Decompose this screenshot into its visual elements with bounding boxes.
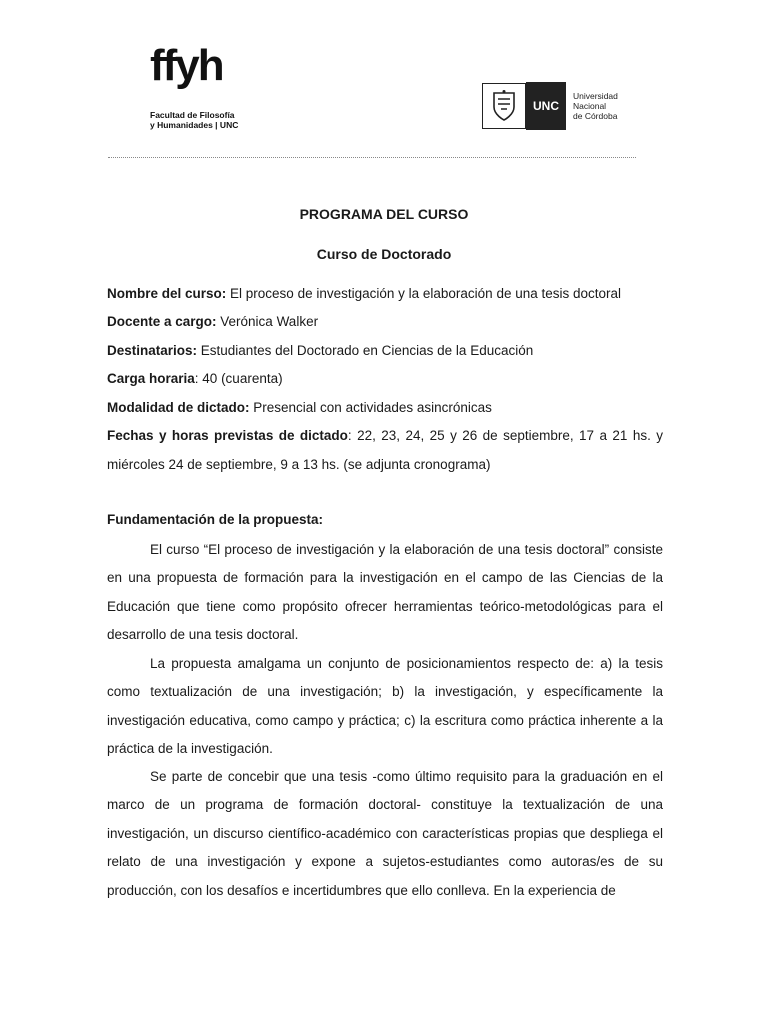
document-subtitle: Curso de Doctorado [316,246,452,262]
field-fechas-value-line2: miércoles 24 de septiembre, 9 a 13 hs. (se adjunta cronograma) [107,457,491,472]
field-docente-label: Docente a cargo: [107,314,217,329]
field-docente [107,308,663,337]
field-nombre-value: El proceso de investigación y la elaboración de una tesis doctoral [226,286,622,301]
unc-text-line3: de Córdoba [573,111,618,121]
field-carga-value: : 40 (cuarenta) [194,371,283,386]
ffyh-logo [150,41,260,130]
field-fechas-value-line1: : 22, 23, 24, 25 y 26 de septiembre, 17 a 21 hs. y [347,428,663,443]
paragraph-1: El curso “El proceso de investigación y la elaboración de una tesis doctoral” consiste en una propuesta de formación para la investigación en el campo de las Ciencias de la Educación que tiene como propósito ofrecer herramientas teórico-metodológicas para el desarrollo de una tesis doctoral. [107,542,663,643]
field-nombre [107,280,663,309]
unc-logo [482,82,632,130]
field-carga-label: Carga horaria [107,371,195,386]
unc-text-line2: Nacional [573,101,607,111]
paragraph-2: La propuesta amalgama un conjunto de posicionamientos respecto de: a) la tesis como textualización de una investigación; b) la investigación, y específicamente la investigación educativa, como campo y práctica; c) la escritura como práctica inherente a la práctica de la investigación. [107,656,663,757]
field-docente-value: Verónica Walker [216,314,319,329]
paragraph-3: Se parte de concebir que una tesis -como último requisito para la graduación en el marco de un programa de formación doctoral- constituye la textualización de una investigación, un discurso científico-académico con características propias que despliega el relato de una investigación y expone a sujetos-estudiantes como autoras/es de su producción, con los desafíos e incertidumbres que ello conlleva. En la experiencia de [107,769,663,898]
field-modalidad-label: Modalidad de dictado: [107,400,250,415]
header-divider [108,157,636,158]
ffyh-subtitle-line1: Facultad de Filosofía [150,110,235,120]
field-fechas-line1 [107,422,663,451]
field-destinatarios-value: Estudiantes del Doctorado en Ciencias de la Educación [197,343,534,358]
document-title: PROGRAMA DEL CURSO [299,206,469,222]
field-carga [107,365,663,394]
unc-text [573,91,618,121]
field-nombre-label: Nombre del curso: [107,286,227,301]
unc-text-line1: Universidad [573,91,618,101]
field-destinatarios-label: Destinatarios: [107,343,198,358]
ffyh-logo-word: ffyh [150,41,223,90]
section-heading: Fundamentación de la propuesta: [107,512,324,527]
field-fechas-label: Fechas y horas previstas de dictado [107,428,348,443]
field-fechas-line2 [107,451,663,480]
ffyh-logo-subtitle [150,110,260,130]
field-modalidad [107,394,663,423]
ffyh-subtitle-line2: y Humanidades | UNC [150,120,239,130]
unc-box: UNC [526,82,566,130]
field-modalidad-value: Presencial con actividades asincrónicas [249,400,492,415]
field-destinatarios [107,337,663,366]
unc-seal-icon [482,83,526,129]
